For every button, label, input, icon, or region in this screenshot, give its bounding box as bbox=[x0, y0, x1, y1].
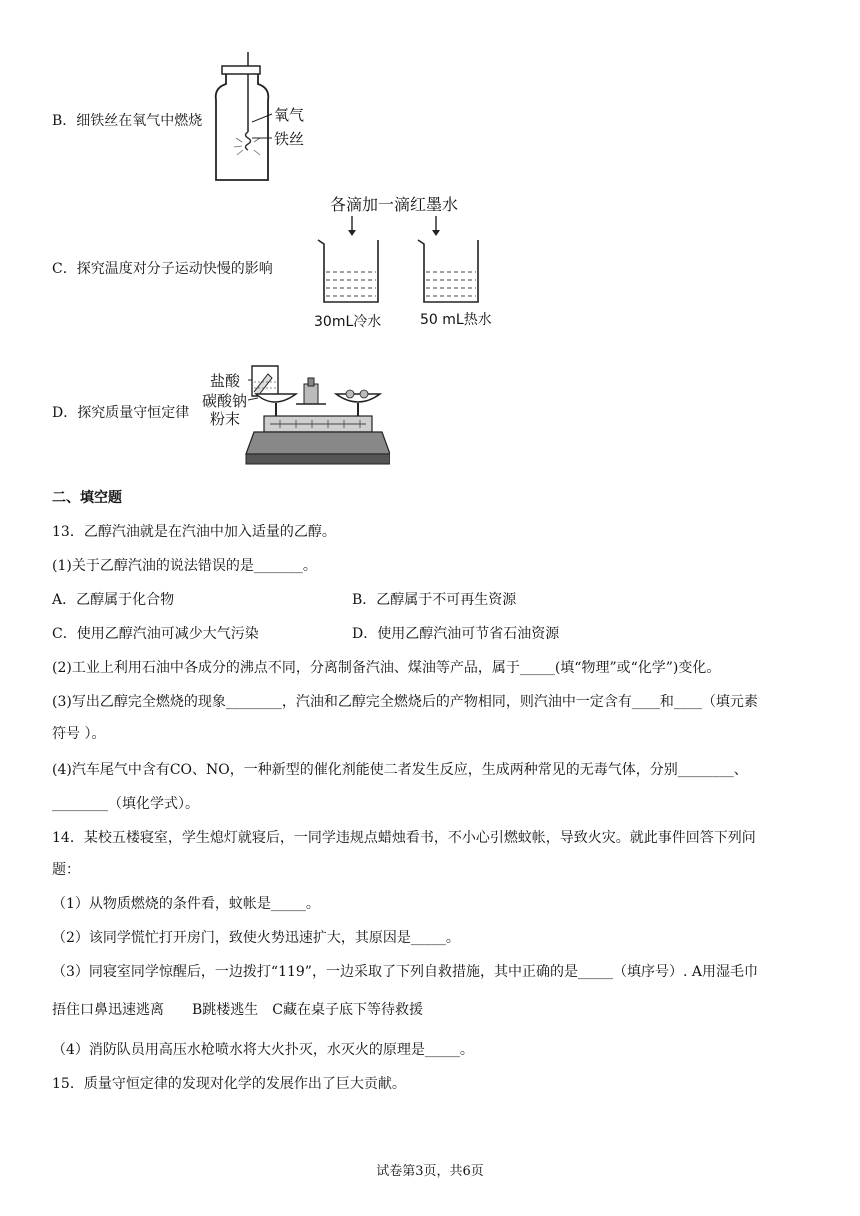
label-hydrochloric-acid: 盐酸 bbox=[210, 372, 241, 390]
option-c-text: C．探究温度对分子运动快慢的影响 bbox=[52, 261, 273, 277]
option-b-text: B．细铁丝在氧气中燃烧 bbox=[52, 113, 203, 129]
label-cold-water: 30mL冷水 bbox=[314, 314, 382, 330]
label-oxygen: 氧气 bbox=[274, 106, 305, 124]
q14-stem-line1: 14．某校五楼寝室，学生熄灯就寝后，一同学违规点蜡烛看书，不小心引燃蚊帐，导致火灾。就此事件回答下列问 bbox=[52, 830, 756, 846]
label-iron-wire: 铁丝 bbox=[274, 130, 305, 148]
q13-option-a: A．乙醇属于化合物 bbox=[52, 592, 175, 608]
q13-part3-line2: 符号 ）。 bbox=[52, 726, 106, 742]
q15-stem: 15．质量守恒定律的发现对化学的发展作出了巨大贡献。 bbox=[52, 1076, 406, 1092]
q14-part4: （4）消防队员用高压水枪喷水将大火扑灭，水灭火的原理是_____。 bbox=[52, 1042, 474, 1058]
q13-stem: 13．乙醇汽油就是在汽油中加入适量的乙醇。 bbox=[52, 524, 336, 540]
option-d-text: D．探究质量守恒定律 bbox=[52, 405, 190, 421]
label-powder: 粉末 bbox=[210, 410, 241, 428]
q14-part2: （2）该同学慌忙打开房门，致使火势迅速扩大，其原因是_____。 bbox=[52, 930, 460, 946]
q14-part3-line1: （3）同寝室同学惊醒后，一边拨打“119”，一边采取了下列自救措施，其中正确的是_____（填序号）. A用湿毛巾 bbox=[52, 964, 758, 980]
diffusion-beakers-figure bbox=[306, 192, 496, 332]
q14-part1: （1）从物质燃烧的条件看，蚊帐是_____。 bbox=[52, 896, 320, 912]
q13-part3-line1: (3)写出乙醇完全燃烧的现象________，汽油和乙醇完全燃烧后的产物相同，则汽油中一定含有____和____（填元素 bbox=[52, 694, 758, 710]
q13-part2: (2)工业上利用石油中各成分的沸点不同，分离制备汽油、煤油等产品，属于_____(填“物理”或“化学”)变化。 bbox=[52, 660, 721, 676]
q14-stem-line2: 题： bbox=[52, 862, 80, 878]
q13-part1: (1)关于乙醇汽油的说法错误的是_______。 bbox=[52, 558, 317, 574]
section-title: 二、填空题 bbox=[52, 490, 122, 506]
q13-option-d: D．使用乙醇汽油可节省石油资源 bbox=[352, 626, 560, 642]
iron-wire-burning-figure bbox=[212, 52, 324, 182]
q13-part4-line2: ________（填化学式）。 bbox=[52, 796, 199, 812]
q13-part4-line1: (4)汽车尾气中含有CO、NO，一种新型的催化剂能使二者发生反应，生成两种常见的无毒气体，分别________、 bbox=[52, 762, 748, 778]
label-sodium-carbonate: 碳酸钠 bbox=[202, 392, 248, 410]
q14-part3-line2: 捂住口鼻迅速逃离 B跳楼逃生 C藏在桌子底下等待救援 bbox=[52, 1002, 423, 1018]
q13-option-c: C．使用乙醇汽油可减少大气污染 bbox=[52, 626, 259, 642]
q13-option-b: B．乙醇属于不可再生资源 bbox=[352, 592, 517, 608]
label-hot-water: 50 mL热水 bbox=[420, 312, 492, 328]
page-footer: 试卷第3页，共6页 bbox=[376, 1164, 484, 1179]
mass-conservation-balance-figure bbox=[200, 358, 390, 468]
label-drop-red-ink: 各滴加一滴红墨水 bbox=[330, 195, 459, 214]
